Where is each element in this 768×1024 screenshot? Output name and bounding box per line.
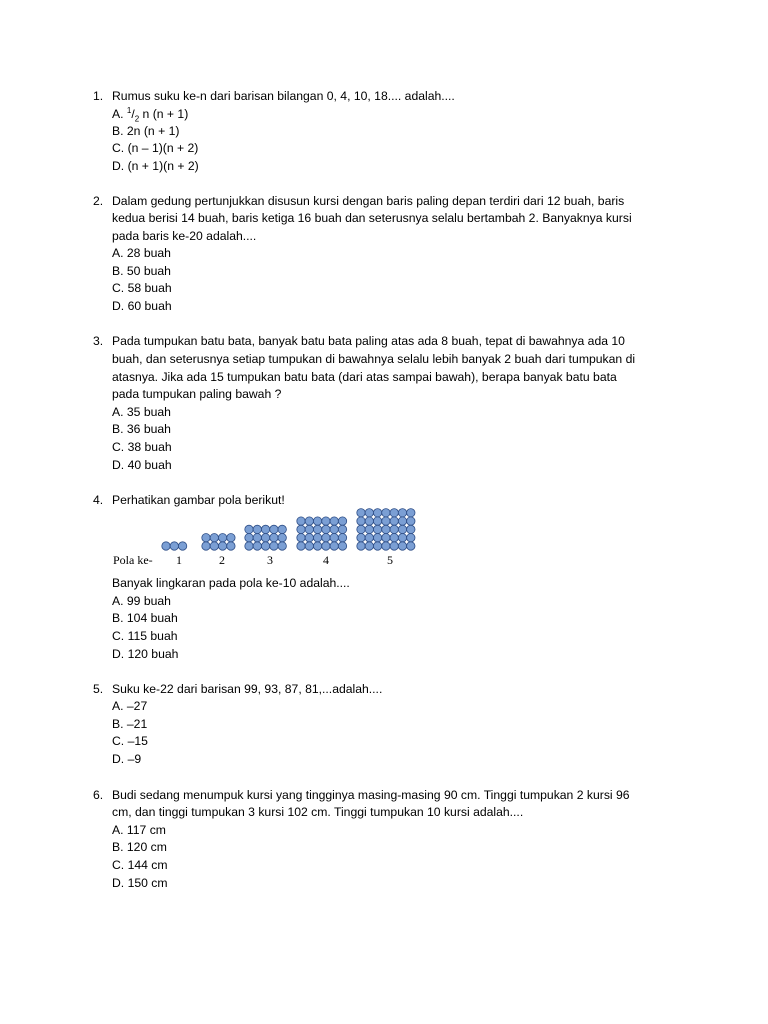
pattern-circle xyxy=(297,517,305,525)
option-b: B. 50 buah xyxy=(112,264,171,278)
pattern-number-label: 2 xyxy=(219,553,225,567)
pattern-circle xyxy=(313,517,321,525)
pattern-circle xyxy=(357,525,365,533)
option-b: B. 36 buah xyxy=(112,422,171,436)
pattern-circle xyxy=(382,542,390,550)
pattern-circle xyxy=(253,525,261,533)
pattern-circle xyxy=(373,509,381,517)
pattern-circle xyxy=(305,517,313,525)
figure-label: Pola ke- xyxy=(113,553,153,567)
pattern-circle xyxy=(407,534,415,542)
pattern-circle xyxy=(305,534,313,542)
question-stem-line: pada baris ke-20 adalah.... xyxy=(112,229,257,243)
question-number: 5. xyxy=(93,682,104,696)
question-stem-line: Pada tumpukan batu bata, banyak batu bata paling atas ada 8 buah, tepat di bawahnya ada 10 xyxy=(112,334,625,348)
pattern-circle xyxy=(202,534,210,542)
question-stem-line: Budi sedang menumpuk kursi yang tingginya masing-masing 90 cm. Tinggi tumpukan 2 kursi 96 xyxy=(112,788,630,802)
pattern-circle xyxy=(245,525,253,533)
option-d: D. (n + 1)(n + 2) xyxy=(112,159,199,173)
pattern-circle xyxy=(253,542,261,550)
pattern-circle xyxy=(170,542,178,550)
pattern-circle xyxy=(278,542,286,550)
pattern-circle xyxy=(330,525,338,533)
option-d: D. 60 buah xyxy=(112,299,172,313)
question-stem-line: Suku ke-22 dari barisan 99, 93, 87, 81,...adalah.... xyxy=(112,682,383,696)
pattern-circle xyxy=(338,525,346,533)
option-c: C. 115 buah xyxy=(112,629,178,643)
option-a: A. 28 buah xyxy=(112,246,171,260)
pattern-2 xyxy=(202,534,235,551)
pattern-circle xyxy=(313,542,321,550)
pattern-circle xyxy=(390,509,398,517)
pattern-3 xyxy=(245,525,287,550)
question-number: 4. xyxy=(93,493,104,507)
question-number: 3. xyxy=(93,334,104,348)
pattern-circle xyxy=(398,542,406,550)
pattern-circle xyxy=(202,542,210,550)
pattern-circle xyxy=(322,534,330,542)
option-a xyxy=(112,106,188,123)
pattern-circle xyxy=(365,542,373,550)
option-b: B. 104 buah xyxy=(112,611,178,625)
option-d: D. 120 buah xyxy=(112,647,179,661)
pattern-circle xyxy=(407,517,415,525)
pattern-circle xyxy=(407,525,415,533)
pattern-circle xyxy=(338,534,346,542)
pattern-circle xyxy=(297,542,305,550)
pattern-circle xyxy=(382,517,390,525)
question-stem-line: buah, dan seterusnya setiap tumpukan di bawahnya selalu lebih banyak 2 buah dari tumpukan di xyxy=(112,352,636,366)
pattern-number-label: 4 xyxy=(323,553,329,567)
option-d: D. –9 xyxy=(112,752,142,766)
pattern-circle xyxy=(322,517,330,525)
pattern-circle xyxy=(261,534,269,542)
pattern-circle xyxy=(382,525,390,533)
pattern-circle xyxy=(162,542,170,550)
pattern-circle xyxy=(390,517,398,525)
option-d: D. 40 buah xyxy=(112,458,172,472)
pattern-circle xyxy=(330,517,338,525)
option-b: B. 120 cm xyxy=(112,840,167,854)
pattern-circle xyxy=(365,534,373,542)
option-b: B. 2n (n + 1) xyxy=(112,124,180,138)
pattern-circle xyxy=(382,534,390,542)
option-a-prefix: A. xyxy=(112,107,127,121)
pattern-circle xyxy=(373,525,381,533)
question-stem-line: atasnya. Jika ada 15 tumpukan batu bata (dari atas sampai bawah), berapa banyak batu bata xyxy=(112,370,617,384)
pattern-circle xyxy=(270,534,278,542)
pattern-circle xyxy=(297,525,305,533)
option-a: A. 117 cm xyxy=(112,823,166,837)
pattern-circle xyxy=(227,534,235,542)
pattern-circle xyxy=(218,534,226,542)
option-c: C. 38 buah xyxy=(112,440,172,454)
option-a-text: n (n + 1) xyxy=(142,107,189,121)
pattern-circle xyxy=(373,534,381,542)
pattern-circle xyxy=(357,509,365,517)
question-number: 2. xyxy=(93,194,104,208)
pattern-circle xyxy=(278,534,286,542)
pattern-circle xyxy=(210,534,218,542)
pattern-circle xyxy=(210,542,218,550)
pattern-circle xyxy=(398,534,406,542)
pattern-circle xyxy=(357,517,365,525)
pattern-circle xyxy=(253,534,261,542)
option-c: C. 58 buah xyxy=(112,281,172,295)
option-b: B. –21 xyxy=(112,717,148,731)
option-c: C. (n – 1)(n + 2) xyxy=(112,141,199,155)
pattern-circle xyxy=(261,542,269,550)
pattern-circle xyxy=(218,542,226,550)
pattern-circle xyxy=(330,534,338,542)
pattern-circle xyxy=(305,525,313,533)
pattern-number-label: 3 xyxy=(267,553,273,567)
pattern-circle xyxy=(305,542,313,550)
question-number: 6. xyxy=(93,788,104,802)
pattern-circle xyxy=(373,517,381,525)
pattern-circle xyxy=(278,525,286,533)
pattern-circle xyxy=(398,525,406,533)
question-stem-line: pada tumpukan paling bawah ? xyxy=(112,387,282,401)
pattern-circle xyxy=(382,509,390,517)
pattern-circle xyxy=(261,525,269,533)
pattern-4 xyxy=(297,517,347,550)
question-stem-line: Rumus suku ke-n dari barisan bilangan 0, 4, 10, 18.... adalah.... xyxy=(112,89,455,103)
pattern-circle xyxy=(407,509,415,517)
question-stem-line: cm, dan tinggi tumpukan 3 kursi 102 cm. Tinggi tumpukan 10 kursi adalah.... xyxy=(112,805,524,819)
question-stem-line: kedua berisi 14 buah, baris ketiga 16 buah dan seterusnya selalu bertambah 2. Banyaknya kursi xyxy=(112,211,632,225)
pattern-circle xyxy=(330,542,338,550)
option-a: A. 99 buah xyxy=(112,594,171,608)
question-stem-line: Dalam gedung pertunjukkan disusun kursi dengan baris paling depan terdiri dari 12 buah, baris xyxy=(112,194,625,208)
pattern-circle xyxy=(313,525,321,533)
pattern-circle xyxy=(322,525,330,533)
pattern-circle xyxy=(178,542,186,550)
pattern-circle xyxy=(227,542,235,550)
pattern-circle xyxy=(365,509,373,517)
pattern-circle xyxy=(338,517,346,525)
pattern-circle xyxy=(357,542,365,550)
pattern-circle xyxy=(373,542,381,550)
question-number: 1. xyxy=(93,89,104,103)
pattern-1 xyxy=(162,542,187,550)
pattern-circle xyxy=(390,534,398,542)
pattern-5 xyxy=(357,509,415,551)
pattern-circle xyxy=(245,534,253,542)
pattern-number-label: 1 xyxy=(176,553,182,567)
pattern-circle xyxy=(398,509,406,517)
pattern-circle xyxy=(365,525,373,533)
pattern-circle xyxy=(365,517,373,525)
option-c: C. –15 xyxy=(112,734,148,748)
question-stem-line: Perhatikan gambar pola berikut! xyxy=(112,493,285,507)
circle-pattern-figure xyxy=(110,508,440,568)
pattern-circle xyxy=(357,534,365,542)
fraction-one-half: $^1/_2$ xyxy=(126,106,140,124)
pattern-circle xyxy=(398,517,406,525)
pattern-circle xyxy=(270,542,278,550)
pattern-circle xyxy=(297,534,305,542)
option-a: A. –27 xyxy=(112,699,148,713)
pattern-number-label: 5 xyxy=(387,553,393,567)
pattern-circle xyxy=(338,542,346,550)
pattern-circle xyxy=(313,534,321,542)
pattern-circle xyxy=(245,542,253,550)
pattern-circle xyxy=(322,542,330,550)
pattern-circle xyxy=(407,542,415,550)
question-stem-line: Banyak lingkaran pada pola ke-10 adalah.... xyxy=(112,576,350,590)
pattern-circle xyxy=(390,542,398,550)
option-a: A. 35 buah xyxy=(112,405,171,419)
pattern-circle xyxy=(390,525,398,533)
pattern-circle xyxy=(270,525,278,533)
option-d: D. 150 cm xyxy=(112,876,168,890)
option-c: C. 144 cm xyxy=(112,858,168,872)
